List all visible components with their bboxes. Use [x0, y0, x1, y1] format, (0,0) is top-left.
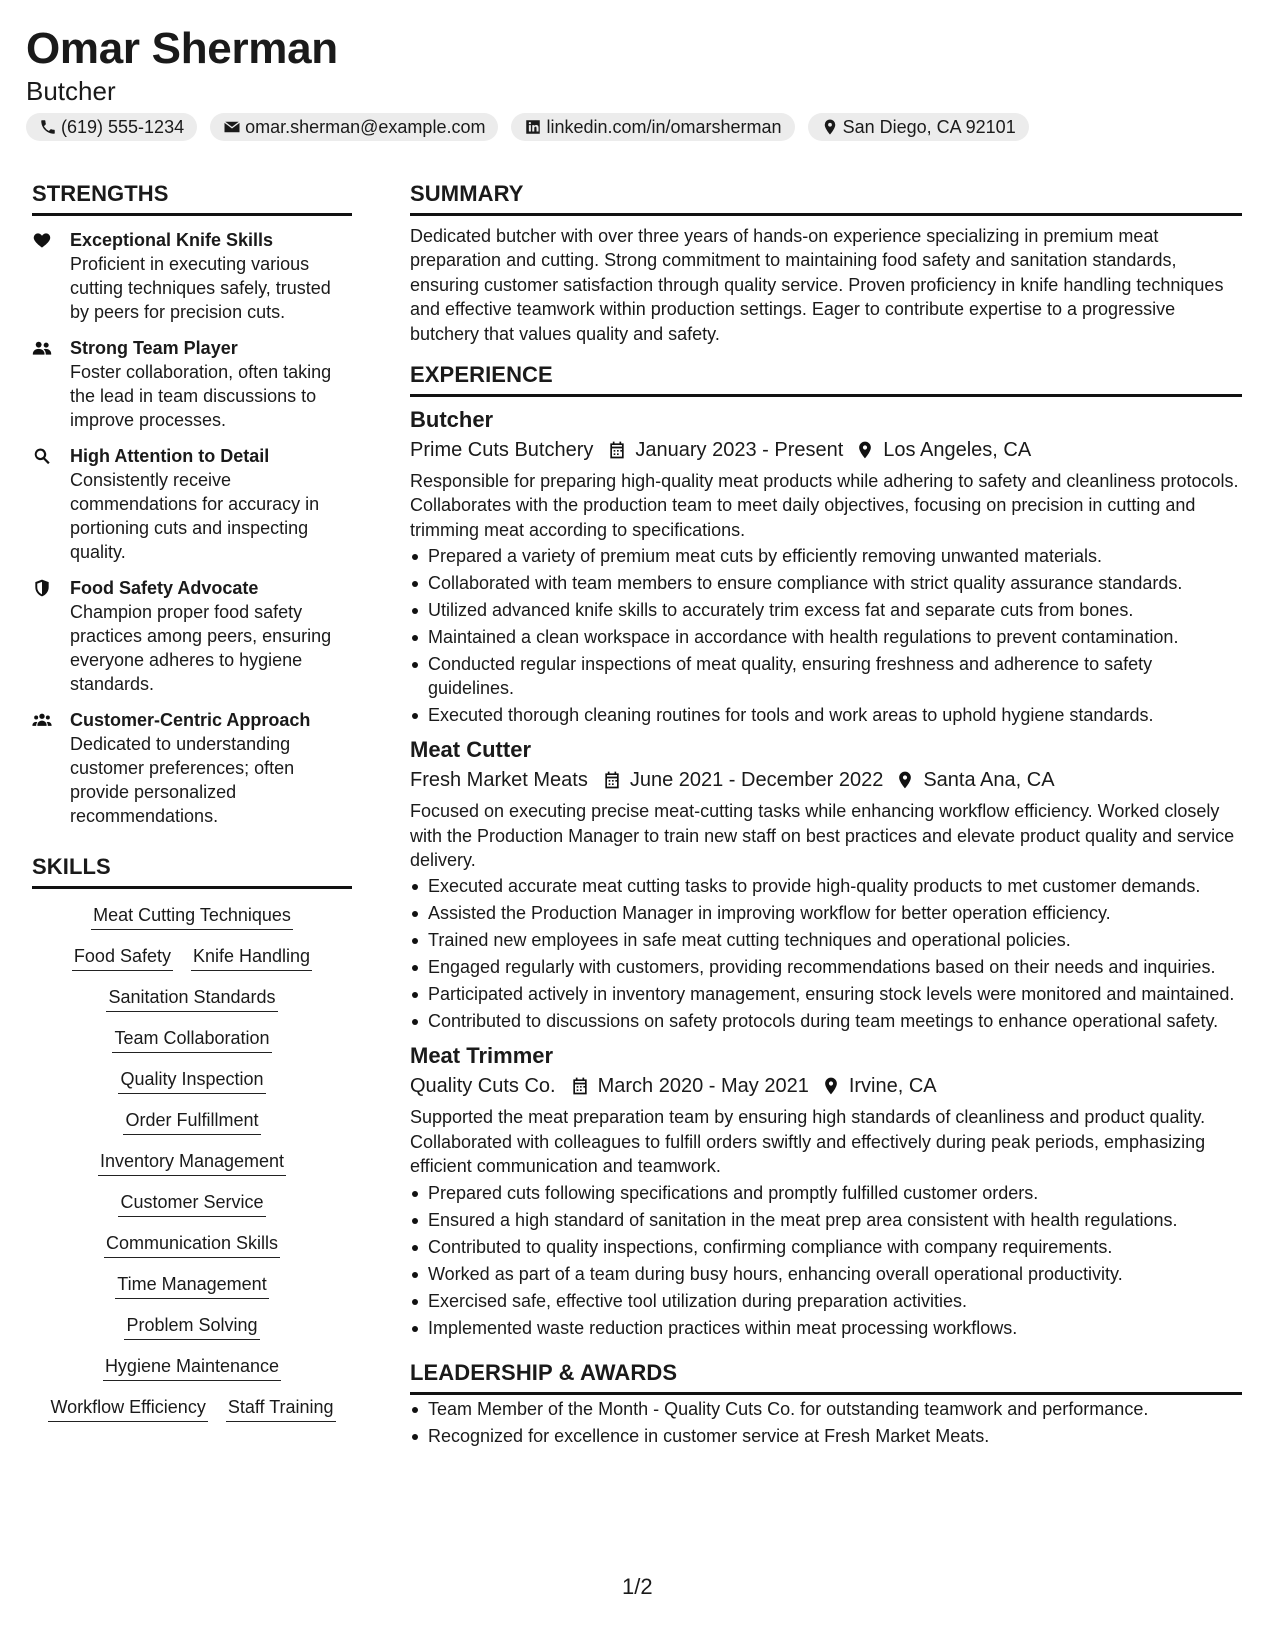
contact-linkedin[interactable]: [511, 113, 794, 141]
job-entry: [410, 405, 1242, 727]
job-bullet: Assisted the Production Manager in improving workflow for better operation efficiency.: [410, 901, 1242, 925]
job-dates: January 2023 - Present: [635, 439, 844, 462]
job-entry: [410, 735, 1242, 1033]
linkedin-icon: [524, 118, 542, 136]
strength-heading: High Attention to Detail: [70, 446, 270, 466]
contact-location[interactable]: [808, 113, 1029, 141]
contact-bar: [26, 113, 1029, 141]
calendar-icon: [602, 770, 622, 790]
calendar-icon: [570, 1076, 590, 1096]
job-location: Irvine, CA: [848, 1075, 937, 1098]
job-dates: June 2021 - December 2022: [629, 769, 884, 792]
job-bullet: Exercised safe, effective tool utilization during preparation activities.: [410, 1289, 1242, 1313]
resume-header: [26, 22, 338, 106]
job-meta: [410, 1071, 1242, 1101]
skill-tag: Food Safety: [72, 944, 173, 971]
skill-tag: Sanitation Standards: [106, 985, 277, 1012]
skill-tag: Order Fulfillment: [123, 1108, 260, 1135]
experience-heading: EXPERIENCE: [410, 362, 1242, 397]
skill-tag: Communication Skills: [104, 1231, 280, 1258]
left-column: [32, 181, 352, 1422]
job-bullet: Collaborated with team members to ensure compliance with strict quality assurance standards.: [410, 571, 1242, 595]
job-bullet: Prepared a variety of premium meat cuts by efficiently removing unwanted materials.: [410, 544, 1242, 568]
job-meta: [410, 765, 1242, 795]
job-bullet: Utilized advanced knife skills to accurately trim excess fat and separate cuts from bones.: [410, 598, 1242, 622]
job-location: Santa Ana, CA: [923, 769, 1055, 792]
skill-tag: Knife Handling: [191, 944, 312, 971]
contact-phone[interactable]: [26, 113, 197, 141]
strength-text: Champion proper food safety practices among peers, ensuring everyone adheres to hygiene standards.: [70, 602, 332, 694]
users-icon: [32, 710, 52, 730]
strength-item: [32, 444, 352, 564]
job-bullets: [410, 544, 1242, 727]
job-bullet: Contributed to quality inspections, confirming compliance with company requirements.: [410, 1235, 1242, 1259]
job-company: Prime Cuts Butchery: [410, 439, 594, 462]
strength-text: Dedicated to understanding customer preferences; often provide personalized recommendations.: [70, 734, 295, 826]
heart-icon: [32, 230, 52, 250]
strength-heading: Exceptional Knife Skills: [70, 230, 274, 250]
job-meta: [410, 435, 1242, 465]
envelope-icon: [223, 118, 241, 136]
leadership-heading: LEADERSHIP & AWARDS: [410, 1360, 1242, 1395]
skill-tag: Inventory Management: [98, 1149, 286, 1176]
job-entry: [410, 1041, 1242, 1339]
job-description: Supported the meat preparation team by ensuring high standards of cleanliness and product quality. Collaborated with colleagues to fulfill orders swiftly and effectively during peak periods, emphasizing efficient communication and teamwork.: [410, 1107, 1206, 1177]
map-pin-icon: [895, 770, 915, 790]
skill-tag: Quality Inspection: [118, 1067, 265, 1094]
contact-phone-text: (619) 555-1234: [61, 116, 185, 137]
leadership-item: Team Member of the Month - Quality Cuts Co. for outstanding teamwork and performance.: [410, 1397, 1242, 1421]
skill-tag: Meat Cutting Techniques: [91, 903, 293, 930]
skill-tag: Problem Solving: [124, 1313, 259, 1340]
calendar-icon: [607, 440, 627, 460]
strength-item: [32, 708, 352, 828]
page-number: 1/2: [622, 1574, 653, 1599]
job-bullet: Maintained a clean workspace in accordance with health regulations to prevent contamination.: [410, 625, 1242, 649]
strength-heading: Food Safety Advocate: [70, 578, 259, 598]
job-location: Los Angeles, CA: [883, 439, 1032, 462]
job-bullet: Contributed to discussions on safety protocols during team meetings to enhance operational safety.: [410, 1009, 1242, 1033]
strength-text: Proficient in executing various cutting techniques safely, trusted by peers for precision cuts.: [70, 254, 331, 322]
right-column: [410, 181, 1242, 1451]
job-bullet: Participated actively in inventory management, ensuring stock levels were monitored and maintained.: [410, 982, 1242, 1006]
strength-item: [32, 228, 352, 324]
job-bullets: [410, 874, 1242, 1033]
skill-tag: Customer Service: [118, 1190, 265, 1217]
job-description: Responsible for preparing high-quality meat products while adhering to safety and cleanliness protocols. Collaborates with the production team to meet daily objectives, focusing on precision in cutting and trimming meat according to specifications.: [410, 471, 1239, 540]
shield-icon: [32, 578, 52, 598]
user-group-icon: [32, 338, 52, 358]
strength-item: [32, 576, 352, 696]
job-title: Meat Trimmer: [410, 1043, 554, 1069]
strengths-heading: STRENGTHS: [32, 181, 352, 216]
contact-location-text: San Diego, CA 92101: [842, 116, 1016, 137]
job-bullet: Implemented waste reduction practices within meat processing workflows.: [410, 1316, 1242, 1340]
candidate-name: Omar Sherman: [26, 24, 338, 73]
contact-email[interactable]: [210, 113, 498, 141]
skill-tag: Time Management: [115, 1272, 268, 1299]
job-title: Butcher: [410, 407, 494, 433]
strength-text: Foster collaboration, often taking the lead in team discussions to improve processes.: [70, 362, 332, 430]
strength-heading: Customer-Centric Approach: [70, 710, 311, 730]
job-bullet: Ensured a high standard of sanitation in the meat prep area consistent with health regulations.: [410, 1208, 1242, 1232]
search-icon: [32, 446, 52, 466]
strengths-list: [32, 228, 352, 828]
job-bullet: Engaged regularly with customers, providing recommendations based on their needs and inquiries.: [410, 955, 1242, 979]
job-bullet: Executed accurate meat cutting tasks to provide high-quality products to met customer demands.: [410, 874, 1242, 898]
contact-linkedin-text: linkedin.com/in/omarsherman: [546, 116, 782, 137]
job-dates: March 2020 - May 2021: [597, 1075, 809, 1098]
phone-icon: [39, 118, 57, 136]
job-bullet: Prepared cuts following specifications and promptly fulfilled customer orders.: [410, 1181, 1242, 1205]
skill-tag: Workflow Efficiency: [48, 1395, 207, 1422]
skills-heading: SKILLS: [32, 854, 352, 889]
map-pin-icon: [855, 440, 875, 460]
job-bullet: Executed thorough cleaning routines for tools and work areas to uphold hygiene standards.: [410, 703, 1242, 727]
leadership-item: Recognized for excellence in customer service at Fresh Market Meats.: [410, 1424, 1242, 1448]
job-description: Focused on executing precise meat-cutting tasks while enhancing workflow efficiency. Worked closely with the Production Manager to train new staff on best practices and elevate product quality and service delivery.: [410, 801, 1235, 871]
contact-email-text: omar.sherman@example.com: [245, 116, 486, 137]
summary-text: Dedicated butcher with over three years of hands-on experience specializing in premium meat preparation and cutting. Strong commitment to maintaining food safety and sanitation standards, ensuring customer satisfaction through quality service. Proven proficiency in knife handling techniques and effective teamwork within production settings. Eager to contribute expertise to a progressive butchery that values quality and safety.: [410, 226, 1224, 344]
map-pin-icon: [821, 1076, 841, 1096]
map-pin-icon: [821, 118, 839, 136]
skill-tag: Staff Training: [226, 1395, 336, 1422]
job-bullet: Trained new employees in safe meat cutting techniques and operational policies.: [410, 928, 1242, 952]
job-title: Meat Cutter: [410, 737, 532, 763]
strength-heading: Strong Team Player: [70, 338, 238, 358]
strength-item: [32, 336, 352, 432]
job-company: Quality Cuts Co.: [410, 1075, 556, 1098]
job-bullet: Worked as part of a team during busy hours, enhancing overall operational productivity.: [410, 1262, 1242, 1286]
strength-text: Consistently receive commendations for accuracy in portioning cuts and inspecting quality.: [70, 470, 320, 562]
summary-heading: SUMMARY: [410, 181, 1242, 216]
skills-list: [32, 903, 352, 1422]
skill-tag: Hygiene Maintenance: [103, 1354, 281, 1381]
candidate-title: Butcher: [26, 76, 116, 106]
job-bullet: Conducted regular inspections of meat quality, ensuring freshness and adherence to safety guidelines.: [410, 652, 1242, 700]
job-company: Fresh Market Meats: [410, 769, 588, 792]
leadership-list: [410, 1397, 1242, 1448]
skill-tag: Team Collaboration: [112, 1026, 271, 1053]
job-bullets: [410, 1181, 1242, 1340]
